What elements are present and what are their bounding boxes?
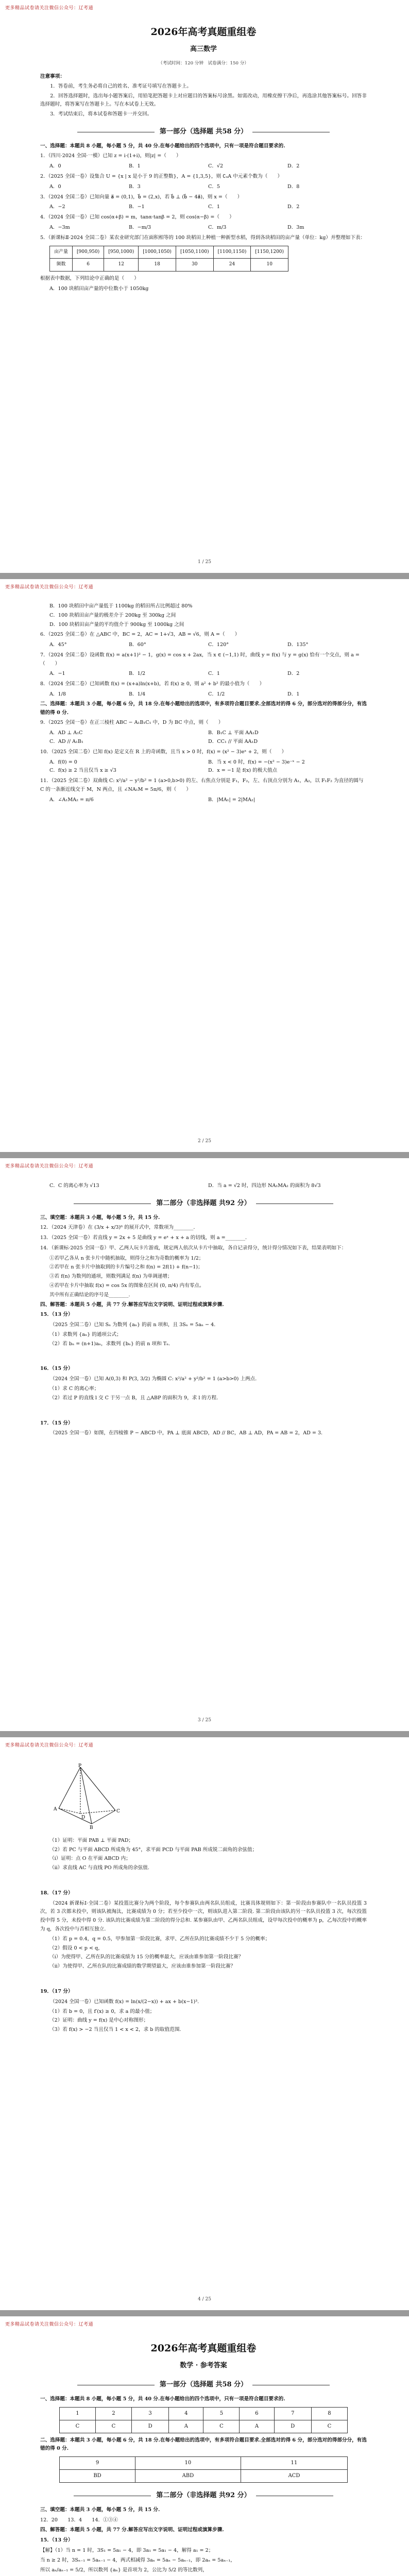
part2-heading-text: 第二部分（非选择题 共92 分） [156, 1199, 251, 1207]
note-item: 1．答卷前，考生务必将自己的姓名、准考证号填写在答题卡上。 [50, 83, 192, 89]
option-d: D．x = −1 是 f(x) 的极大值点 [208, 768, 278, 774]
page-5-content [40, 2339, 367, 2576]
table-cell: D [131, 2420, 168, 2433]
section1-intro: 一、选择题：本题共 8 小题，每小题 5 分，共 40 分.在每小题给出的四个选项中，只有一项是符合题目要求的. [40, 143, 285, 149]
table-cell: C [311, 2420, 347, 2433]
question-8: 8．（2024 全国二卷）已知函数 f(x) = (x+a)ln(x+b)，若 f(x) ≥ 0，则 a² + b² 的最小值为（ ） [40, 681, 265, 687]
table-cell: [1100,1150) [213, 246, 251, 259]
page-number: 3 / 25 [198, 1718, 211, 1723]
question-16-body: （2024 全国一卷）已知 A(0,3) 和 P(3, 3/2) 为椭圆 C: x²/a² + y²/b² = 1 (a>b>0) 上两点. [50, 1376, 257, 1382]
option-b: B．100 块稻田中亩产量低于 1100kg 的稻田所占比例超过 80% [49, 603, 193, 609]
option-b: B．|MA₁| = 2|MA₂| [208, 796, 255, 803]
q2-options [40, 183, 367, 192]
option-a: A．0 [49, 163, 61, 170]
table-cell: 1 [60, 2407, 96, 2420]
vertex-label: A [54, 1807, 57, 1812]
page-1-content [40, 23, 367, 294]
table-cell: ABD [135, 2470, 241, 2483]
option-c: C．√2 [208, 163, 224, 170]
question-19-title: 19．（17 分） [40, 1988, 73, 1994]
q3-options [40, 203, 367, 212]
table-cell: BD [60, 2470, 135, 2483]
exam-title: 2026年高考真题重组卷 [150, 26, 257, 38]
page-number: 2 / 25 [198, 1139, 211, 1144]
mc-answer-table [59, 2407, 348, 2433]
option-b: B．60° [129, 642, 146, 648]
page-1 [0, 0, 409, 573]
option-c: C．1/2 [208, 691, 225, 698]
question-5-prompt: 根据表中数据，下列结论中正确的是（ ） [40, 276, 139, 281]
q18-part: （ii）为使得甲、乙所在队的比赛成绩的数学期望最大，应该由谁参加第一阶段比赛？ [49, 1963, 236, 1970]
exam-meta: （考试时间：120 分钟 试卷满分：150 分） [158, 61, 249, 66]
table-cell: [1150,1200) [251, 246, 288, 259]
table-cell: 11 [241, 2457, 347, 2470]
question-14: 14．（新课标·2025 全国一卷）甲、乙两人玩卡片游戏，规定两人依次从卡片中抽取，各自记录得分，统计得分情况如下表，结果表明如下： [40, 1245, 347, 1251]
question-15-body: （2025 全国二卷）已知 Sₙ 为数列 {aₙ} 的前 n 项和，且 3Sₙ = 5aₙ − 4. [50, 1322, 216, 1328]
q11-options [40, 796, 367, 805]
q16-part: （1）求 C 的离心率； [49, 1386, 99, 1392]
answer-section3-intro: 三、填空题：本题共 3 小题，每小题 5 分，共 15 分. [40, 2506, 160, 2513]
answer-section1-intro: 一、选择题：本题共 8 小题，每小题 5 分，共 40 分.在每小题给出的四个选项中，只有一项是符合题目要求的. [40, 2396, 285, 2402]
question-9: 9．（2025 全国一卷）在正三棱柱 ABC − A₁B₁C₁ 中，D 为 BC 中点，则（ ） [40, 720, 224, 726]
page-number: 1 / 25 [198, 560, 211, 565]
q14-statement: ④若甲在卡片中抽取 f(x) = cos 5x 的图象在区间 (0, π/4) 内有零点。 [49, 1283, 204, 1289]
table-cell: 3 [131, 2407, 168, 2420]
question-4: 4．（2024 全国一卷）已知 cos(α+β) = m，tanα·tanβ = 2，则 cos(α−β) =（ ） [40, 214, 234, 221]
question-2: 2．（2025 全国一卷）设集合 U = {x | x 是小于 9 的正整数}，A = {1,3,5}，则 ∁ᵤA 中元素个数为（ ） [40, 174, 283, 180]
table-cell: 7 [274, 2407, 311, 2420]
solution-line: 15．（13 分） [40, 2537, 73, 2544]
option-c: C．AD // A₁B₁ [49, 738, 83, 744]
page-3-content [40, 1181, 367, 1439]
q15-part: （2）若 bₙ = (n+1)aₙ，求数列 {bₙ} 的前 n 项和 Tₙ. [49, 1341, 171, 1347]
table-cell: [950,1000) [104, 246, 139, 259]
table-cell: 10 [251, 259, 288, 272]
answer-subtitle: 数学 · 参考答案 [180, 2362, 227, 2370]
part2-heading [40, 1198, 367, 1210]
answer-part1-heading-text: 第一部分（选择题 共58 分） [159, 2381, 248, 2388]
table-cell: 24 [213, 259, 251, 272]
q6-options [40, 641, 367, 650]
answer-title: 2026年高考真题重组卷 [150, 2343, 257, 2354]
question-17-title: 17．（15 分） [40, 1420, 73, 1426]
option-d: D．当 a = √2 时，四边形 NA₁MA₂ 的面积为 8√3 [208, 1183, 321, 1189]
table-cell: A [240, 2420, 274, 2433]
option-c: C．120° [208, 642, 229, 648]
table-cell: 8 [311, 2407, 347, 2420]
question-18-body: （2024 新课标Ⅰ·全国二卷）某投篮比赛分为两个阶段，每个参赛队由两名队员组成，比赛具体规则如下：第一阶段由参赛队中一名队员投篮 3 次，若 3 次都未投中，则该队被淘汰，比赛成绩为 0 分；若至少投中一次，则该队进入第二阶段. 第二阶段由该队的另一名队员投篮 3 次，每次投篮投中得 5 分，未投中得 0 分. 该队的比赛成绩为第二阶段的得分总和. 某参赛队由甲、乙两名队员组成，设甲每次投中的概率为 p，乙每次投中的概率为 q，各次投中与否相互独立. [40, 1900, 367, 1933]
table-cell: C [60, 2420, 96, 2433]
question-7: 7．（2024 全国二卷）设函数 f(x) = a(x+1)² − 1，g(x) = cos x + 2ax，当 x ∈ (−1,1) 时，曲线 y = f(x) 与 y = g(x) 恰有一个交点，则 a =（ ） [40, 652, 360, 667]
table-row [60, 2407, 348, 2420]
table-cell: A [169, 2420, 203, 2433]
question-19-body: （2024 全国一卷）已知函数 f(x) = ln(x/(2−x)) + ax + b(x−1)³. [50, 1998, 199, 2005]
answer-section4-intro: 四、解答题：本题共 5 小题，共 77 分.解答应写出文字说明、证明过程或演算步骤. [40, 2527, 224, 2533]
table-header-cell: 频数 [50, 259, 73, 272]
option-c: C．1 [208, 204, 220, 210]
q14-prompt: 其中所有正确结论的序号是________. [49, 1292, 130, 1298]
option-a: A．0 [49, 183, 61, 190]
part1-heading [40, 126, 367, 138]
option-b: B．1/2 [129, 671, 146, 677]
table-row [50, 259, 288, 272]
option-c: C．f(x) ≥ 2 当且仅当 x ≥ √3 [49, 768, 116, 774]
option-c: C．5 [208, 183, 220, 190]
option-c: C．C 的离心率为 √13 [49, 1183, 99, 1189]
page-4 [0, 1737, 409, 2310]
q11-options-cont [40, 1182, 367, 1191]
q17-part: （2）若 PC 与平面 ABCD 所成角为 45°，求平面 PCD 与平面 PAB 所成锐二面角的余弦值； [49, 1846, 258, 1853]
question-3: 3．（2024 全国二卷）已知向量 a⃗ = (0,1)，b⃗ = (2,x)，若 b⃗ ⊥ (b⃗ − 4a⃗)，则 x =（ ） [40, 194, 243, 200]
question-6: 6．（2025 全国二卷）在 △ABC 中，BC = 2，AC = 1+√3，AB = √6，则 A =（ ） [40, 632, 240, 638]
promo-watermark: 更多精品试卷请关注微信公众号：辽考通 [5, 1743, 94, 1748]
question-11: 11．（2025 全国二卷）双曲线 C: x²/a² − y²/b² = 1 (a>0,b>0) 的左、右焦点分别是 F₁，F₂，左、右顶点分别为 A₁，A₂，以 F₁F₂ 为直径的圆与 C 的一条渐近线交于 M，N 两点，且 ∠NA₁M = 5π/6，则（ ） [40, 778, 364, 792]
option-b: B．3 [129, 183, 141, 190]
q1-options [40, 162, 367, 171]
section2-intro: 二、选择题：本题共 3 小题，每小题 6 分，共 18 分.在每小题给出的选项中，有多项符合题目要求.全部选对的得 6 分，部分选对的得部分分，有选错的得 0 分. [40, 701, 367, 716]
question-5: 5．（新课标Ⅱ·2024 全国二卷）某农业研究部门在面积相等的 100 块稻田上种植一种新型水稻，得到各块稻田的亩产量（单位：kg）并整理如下表： [40, 234, 366, 241]
table-cell: [1000,1050) [139, 246, 176, 259]
table-cell: D [274, 2420, 311, 2433]
q17-part: （ii）求直线 AC 与直线 PO 所成角的余弦值. [49, 1865, 149, 1871]
option-c: C．100 块稻田亩产量的极差介于 200kg 至 300kg 之间 [49, 612, 176, 618]
q18-part: （2）假设 0 < p < q， [49, 1945, 103, 1951]
pyramid-diagram [49, 1763, 122, 1830]
option-b: B．1/4 [129, 691, 146, 698]
q7-options [40, 670, 367, 679]
option-a: A．100 块稻田亩产量的中位数小于 1050kg [49, 285, 149, 292]
answer-part1-heading [40, 2379, 367, 2391]
question-13: 13．（2025 全国一卷）若直线 y = 2x + 5 是曲线 y = eˣ + x + a 的切线，则 a =________. [40, 1235, 247, 1241]
note-item: 3．考试结束后，将本试卷和答题卡一并交回。 [50, 111, 152, 117]
option-d: D．2 [287, 163, 300, 170]
question-1: 1．（四川·2024 全国·一模）已知 z = i·(1+i)，则|z| =（ ） [40, 153, 181, 159]
option-a: A．1/8 [49, 691, 66, 698]
q17-part: （i）证明：点 O 在平面 ABCD 内； [49, 1856, 131, 1862]
note-item: 2．回答选择题时，选出每小题答案后，用铅笔把答题卡上对应题目的答案标号涂黑。如需改动，用橡皮擦干净后，再选涂其他答案标号。回答非选择题时，将答案写在答题卡上。写在本试卷上无效。 [40, 93, 367, 108]
vertex-label: B [90, 1825, 93, 1830]
table-cell: C [203, 2420, 240, 2433]
option-d: D．8 [287, 183, 300, 190]
option-a: A．−2 [49, 204, 65, 210]
table-cell: 4 [169, 2407, 203, 2420]
q14-statement: ②若甲在 n 张卡片中抽取到的卡片编号之和 f(n) = 2f(1) + f(n−1)； [49, 1264, 203, 1270]
answer-part2-heading-text: 第二部分（非选择题 共92 分） [156, 2492, 251, 2500]
exam-subject: 高三数学 [190, 45, 217, 54]
question-18-title: 18．（17 分） [40, 1890, 73, 1896]
option-d: D．2 [287, 671, 300, 677]
page-4-content [40, 1760, 367, 2035]
option-b: B．B₁C ⊥ 平面 AA₁D [208, 730, 259, 736]
table-row [60, 2420, 348, 2433]
table-cell: ACD [241, 2470, 347, 2483]
q18-part: （1）若 p = 0.4，q = 0.5，甲参加第一阶段比赛，求甲、乙所在队的比赛成绩不少于 5 分的概率； [49, 1936, 270, 1942]
page-2 [0, 579, 409, 1152]
fill-answers: 12．20 13．4 14．①③④ [40, 2517, 118, 2523]
promo-watermark: 更多精品试卷请关注微信公众号：辽考通 [5, 6, 94, 11]
answer-section2-intro: 二、选择题：本题共 3 小题，每小题 6 分，共 18 分.在每小题给出的选项中，有多项符合题目要求.全部选对的得 6 分，部分选对的得部分分，有选错的得 0 分. [40, 2437, 367, 2452]
option-b: B．−m/3 [129, 224, 151, 230]
promo-watermark: 更多精品试卷请关注微信公众号：辽考通 [5, 2322, 94, 2327]
pyramid-figure [49, 1763, 367, 1834]
notes-label: 注意事项： [40, 74, 65, 80]
q18-part: （i）为使得甲、乙所在队的比赛成绩为 15 分的概率最大，应该由谁参加第一阶段比赛？ [49, 1954, 244, 1960]
option-d: D．1 [287, 691, 300, 698]
q15-part: （1）求数列 {aₙ} 的通项公式； [49, 1331, 122, 1337]
q9-options [40, 729, 367, 747]
option-a: A．−1 [49, 671, 65, 677]
part1-heading-text: 第一部分（选择题 共58 分） [159, 127, 248, 135]
solution-line: 【解】（1）当 n = 1 时，3S₁ = 5a₁ − 4，即 3a₁ = 5a₁ − 4，解得 a₁ = 2； [40, 2547, 214, 2553]
page-5 [0, 2316, 409, 2576]
q14-statement: ③若 f(n) 为数列的通项，则数列满足 f(n) 为单调递增； [49, 1274, 173, 1280]
multi-answer-table [59, 2456, 348, 2483]
table-cell: 6 [240, 2407, 274, 2420]
option-a: A．−3m [49, 224, 70, 230]
option-d: D．135° [287, 642, 309, 648]
q14-statement: ①若甲乙各从 n 张卡片中随机抽取，则得分之和为奇数的概率为 1/2； [49, 1255, 204, 1261]
table-row [60, 2470, 348, 2483]
table-cell: 5 [203, 2407, 240, 2420]
q10-options [40, 758, 367, 776]
solution-line: 当 n ≥ 2 时，3Sₙ₋₁ = 5aₙ₋₁ − 4，两式相减得 3aₙ = 5aₙ − 5aₙ₋₁，即 2aₙ = 5aₙ₋₁， [40, 2557, 235, 2563]
question-17-body: （2025 全国一卷）如图，在四棱锥 P − ABCD 中，PA ⊥ 底面 ABCD，AD // BC，AB ⊥ AD，PA = AB = 2，AD = 3. [50, 1430, 323, 1436]
question-12: 12．（2024 天津卷）在 (3/x + x/3)⁶ 的展开式中，常数项为________. [40, 1225, 195, 1231]
solution-line: 所以 aₙ/aₙ₋₁ = 5/2，所以数列 {aₙ} 是首项为 2，公比为 5/2 的等比数列， [40, 2567, 208, 2573]
page-number: 4 / 25 [198, 2297, 211, 2302]
answer-part2-heading [40, 2490, 367, 2502]
table-cell: 6 [73, 259, 104, 272]
option-d: D．CC₁ // 平面 AA₁D [208, 738, 258, 744]
section3-intro: 三、填空题：本题共 3 小题，每小题 5 分，共 15 分. [40, 1214, 160, 1221]
table-cell: 18 [139, 259, 176, 272]
option-d: D．3m [287, 224, 304, 230]
question-15-title: 15．（13 分） [40, 1312, 73, 1318]
option-b: B．1 [129, 163, 141, 170]
table-cell: [900,950) [73, 246, 104, 259]
page-2-content [40, 602, 367, 805]
vertex-label: D [81, 1815, 86, 1820]
table-cell: [1050,1100) [176, 246, 213, 259]
option-b: B．当 x < 0 时，f(x) = −(x² − 3)e⁻ˣ − 2 [208, 759, 305, 765]
option-b: B．−1 [129, 204, 145, 210]
vertex-label: P [78, 1764, 82, 1769]
q16-part: （2）若过 P 的直线 l 交 C 于另一点 B，且 △ABP 的面积为 9，求 l 的方程. [49, 1395, 218, 1401]
yield-table [49, 246, 288, 272]
q19-part: （2）证明：曲线 y = f(x) 是中心对称图形； [49, 2018, 149, 2024]
table-cell: 10 [135, 2457, 241, 2470]
table-row [50, 246, 288, 259]
option-d: D．2 [287, 204, 300, 210]
option-a: A．45° [49, 642, 67, 648]
question-16-title: 16．（15 分） [40, 1366, 73, 1372]
q19-part: （1）若 b = 0，且 f′(x) ≥ 0，求 a 的最小值； [49, 2008, 155, 2014]
promo-watermark: 更多精品试卷请关注微信公众号：辽考通 [5, 585, 94, 590]
table-cell: C [95, 2420, 131, 2433]
option-c: C．m/3 [208, 224, 227, 230]
option-a: A．∠A₁MA₂ = π/6 [49, 796, 94, 803]
q4-options [40, 224, 367, 232]
vertex-label: C [116, 1809, 120, 1814]
q17-part: （1）证明：平面 PAB ⊥ 平面 PAD； [49, 1837, 134, 1843]
section4-intro: 四、解答题：本题共 5 小题，共 77 分.解答应写出文字说明、证明过程或演算步骤. [40, 1301, 224, 1308]
q8-options [40, 690, 367, 699]
question-10: 10．（2025 全国二卷）已知 f(x) 是定义在 R 上的奇函数，且当 x > 0 时，f(x) = (x² − 3)eˣ + 2，则（ ） [40, 749, 287, 755]
option-a: A．f(0) = 0 [49, 759, 77, 765]
table-cell: 30 [176, 259, 213, 272]
table-cell: 9 [60, 2457, 135, 2470]
page-3 [0, 1158, 409, 1731]
option-d: D．100 块稻田亩产量的平均值介于 900kg 至 1000kg 之间 [49, 621, 184, 628]
table-row [60, 2457, 348, 2470]
q19-part: （3）若 f(x) > −2 当且仅当 1 < x < 2，求 b 的取值范围. [49, 2027, 181, 2033]
table-cell: 2 [95, 2407, 131, 2420]
table-cell: 12 [104, 259, 139, 272]
option-c: C．1 [208, 671, 220, 677]
table-header-cell: 亩产量 [50, 246, 73, 259]
option-a: A．AD ⊥ A₁C [49, 730, 83, 736]
promo-watermark: 更多精品试卷请关注微信公众号：辽考通 [5, 1164, 94, 1169]
